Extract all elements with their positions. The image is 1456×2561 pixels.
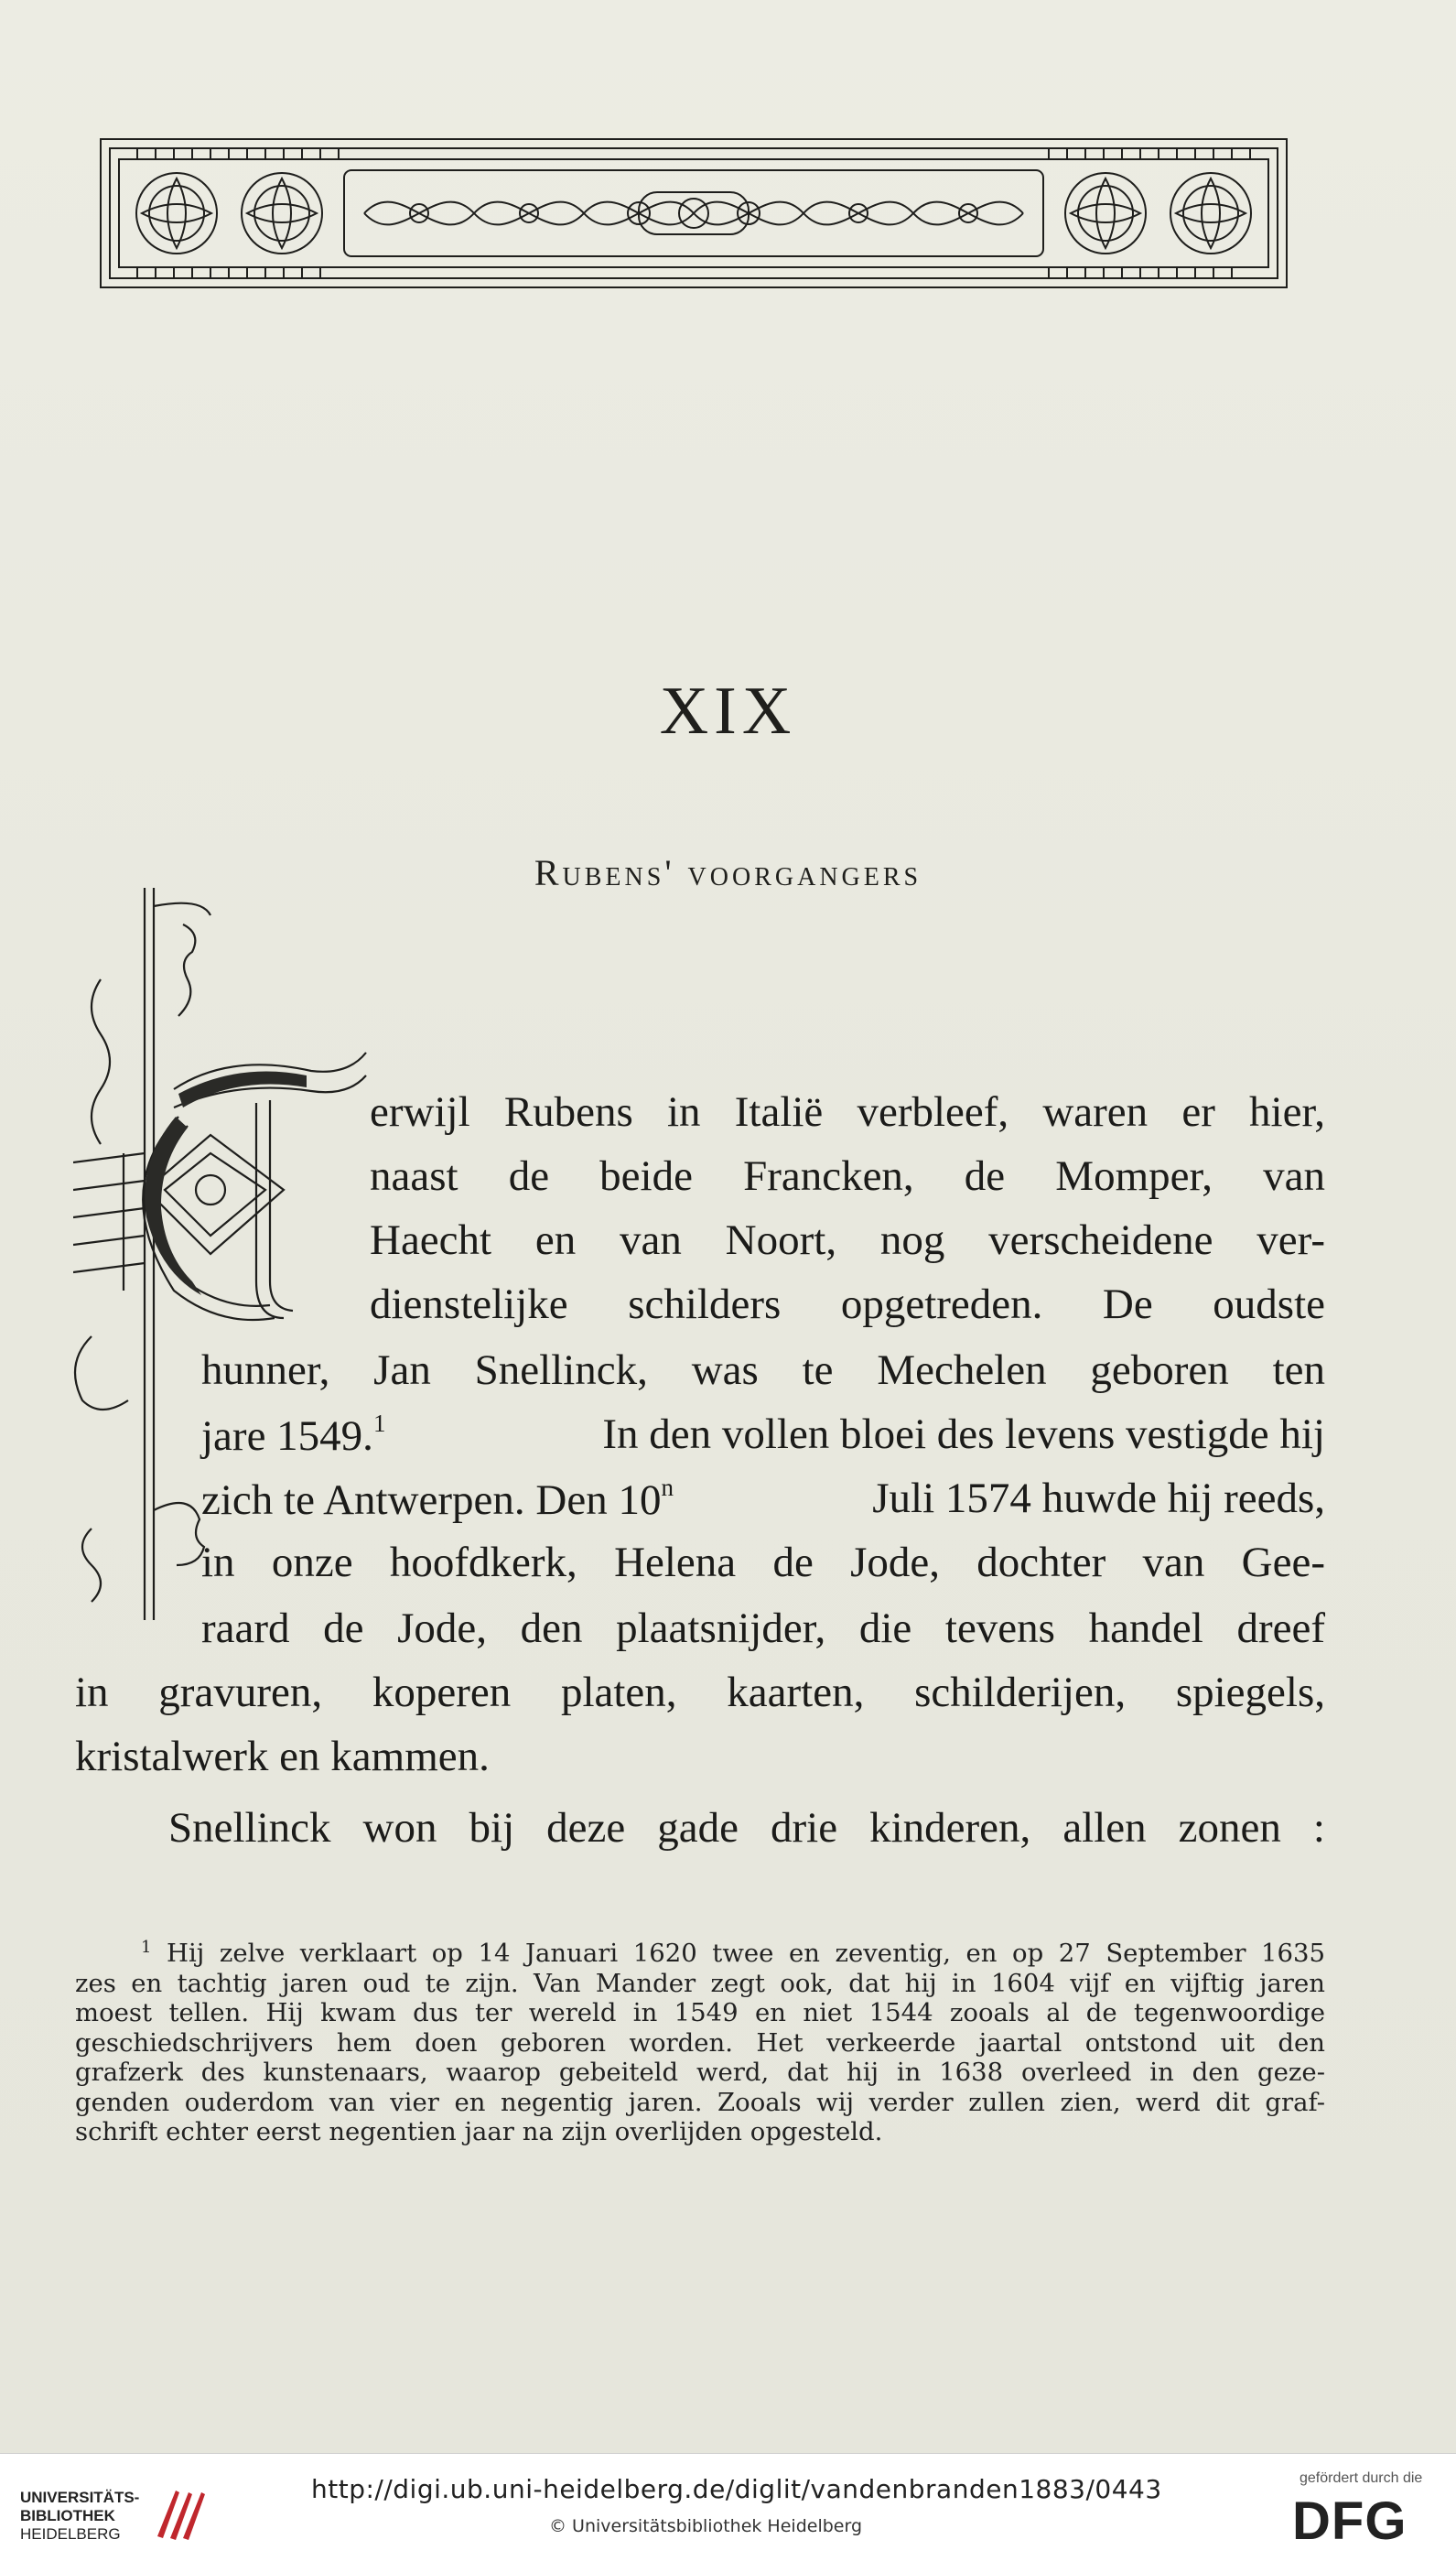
- chapter-number: XIX: [659, 674, 797, 749]
- body-line-7-start: [201, 1474, 674, 1525]
- funded-by-label: gefördert durch die: [1300, 2470, 1423, 2486]
- viewer-footer: [0, 2453, 1456, 2561]
- body-line-6-start: [201, 1410, 385, 1461]
- copyright-notice: © Universitätsbibliothek Heidelberg: [549, 2516, 863, 2536]
- chapter-title: Rubens' voorgangers: [534, 852, 922, 893]
- body-line-2: naast de beide Francken, de Momper, van: [370, 1152, 1325, 1200]
- body-line-11: kristalwerk en kammen.: [75, 1733, 490, 1780]
- year-text: jare 1549.: [201, 1412, 373, 1460]
- dfg-logo[interactable]: [1281, 2470, 1437, 2553]
- body-line-8: in onze hoofdkerk, Helena de Jode, dochter van Gee-: [201, 1539, 1325, 1586]
- footnote-line-2: zes en tachtig jaren oud te zijn. Van Mander zegt ook, dat hij in 1604 vijf en vijftig jaren: [75, 1968, 1325, 1998]
- body-line-4: dienstelijke schilders opgetreden. De oudste: [370, 1280, 1325, 1328]
- library-line-3: HEIDELBERG: [20, 2525, 121, 2543]
- footnote-reference[interactable]: 1: [372, 1410, 386, 1437]
- body-line-9: raard de Jode, den plaatsnijder, die tevens handel dreef: [201, 1605, 1325, 1652]
- footnote: [75, 1933, 1325, 2147]
- library-line-1: UNIVERSITÄTS-: [20, 2489, 140, 2506]
- footnote-line-4: geschiedschrijvers hem doen geboren worden. Het verkeerde jaartal ontstond uit den: [75, 2027, 1325, 2058]
- body-line-1: erwijl Rubens in Italië verbleef, waren er hier,: [370, 1088, 1325, 1136]
- university-library-logo[interactable]: [20, 2481, 267, 2545]
- body-line-3: Haecht en van Noort, nog verscheidene ver-: [370, 1216, 1325, 1264]
- body-line-5: hunner, Jan Snellinck, was te Mechelen geboren ten: [201, 1346, 1325, 1394]
- ornamental-headpiece: [99, 137, 1289, 289]
- footnote-line-3: moest tellen. Hij kwam dus ter wereld in 1549 en niet 1544 zooals al de tegenwoordige: [75, 1998, 1325, 2028]
- superscript-n: n: [661, 1474, 674, 1501]
- date-text: zich te Antwerpen. Den 10: [201, 1476, 662, 1524]
- footnote-marker: 1: [141, 1938, 152, 1957]
- library-emblem-icon: [148, 2481, 212, 2545]
- body-line-7: [201, 1474, 1325, 1525]
- permalink-url[interactable]: http://digi.ub.uni-heidelberg.de/diglit/vandenbranden1883/0443: [311, 2474, 1162, 2504]
- dfg-wordmark: DFG: [1292, 2491, 1407, 2551]
- library-line-2: BIBLIOTHEK: [20, 2507, 115, 2524]
- decorated-initial-t: [73, 888, 375, 1638]
- footnote-line-7: schrift echter eerst negentien jaar na zijn overlijden opgesteld.: [75, 2117, 883, 2147]
- body-line-6: [201, 1410, 1325, 1461]
- footnote-line-1: [75, 1933, 1325, 1969]
- footnote-line-5: grafzerk des kunstenaars, waarop gebeiteld werd, dat hij in 1638 overleed in den geze-: [75, 2058, 1325, 2088]
- body-line-12: Snellinck won bij deze gade drie kinderen, allen zonen :: [168, 1804, 1325, 1852]
- body-line-6-end: In den vollen bloei des levens vestigde hij: [602, 1410, 1325, 1458]
- footnote-line-6: genden ouderdom van vier en negentig jaren. Zooals wij verder zullen zien, werd dit graf-: [75, 2087, 1325, 2117]
- body-line-10: in gravuren, koperen platen, kaarten, schilderijen, spiegels,: [75, 1669, 1325, 1716]
- body-line-7-end: Juli 1574 huwde hij reeds,: [872, 1475, 1325, 1522]
- footnote-line-1-text: Hij zelve verklaart op 14 Januari 1620 twee en zeventig, en op 27 September 1635: [167, 1939, 1325, 1969]
